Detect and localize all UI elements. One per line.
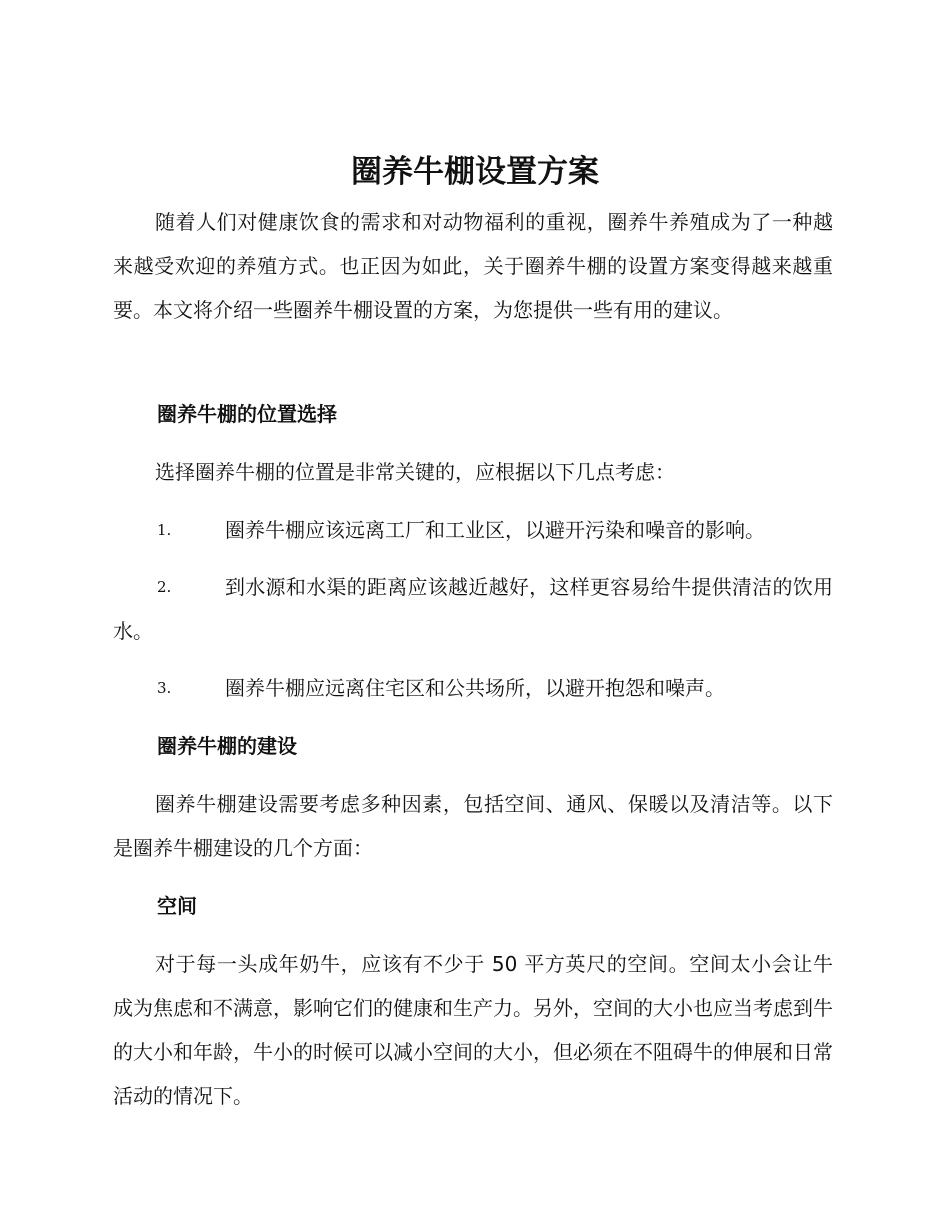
list-item-number: 3. [157,679,172,697]
list-item-text: 圈养牛棚应远离住宅区和公共场所，以避开抱怨和噪声。 [225,676,725,700]
document-title: 圈养牛棚设置方案 [351,154,599,190]
list-item-text: 圈养牛棚应该远离工厂和工业区，以避开污染和噪音的影响。 [225,518,765,542]
construction-lead-paragraph: 圈养牛棚建设需要考虑多种因素，包括空间、通风、保暖以及清洁等。以下是圈养牛棚建设的几个方面： [113,792,833,860]
list-item-number: 2. [157,578,172,596]
subsection-heading-space: 空间 [157,894,197,918]
list-item-text: 到水源和水渠的距离应该越近越好，这样更容易给牛提供清洁的饮用水。 [113,575,833,643]
list-item-number: 1. [157,521,172,539]
section-heading-location: 圈养牛棚的位置选择 [157,402,337,426]
space-paragraph: 对于每一头成年奶牛，应该有不少于 50 平方英尺的空间。空间太小会让牛成为焦虑和不满意，影响它们的健康和生产力。另外，空间的大小也应当考虑到牛的大小和年龄，牛小的时候可以减小空间的大小，但必须在不阻碍牛的伸展和日常活动的情况下。 [113,952,833,1108]
section-heading-construction: 圈养牛棚的建设 [157,734,297,758]
location-lead-paragraph: 选择圈养牛棚的位置是非常关键的，应根据以下几点考虑： [155,460,675,484]
intro-paragraph: 随着人们对健康饮食的需求和对动物福利的重视，圈养牛养殖成为了一种越来越受欢迎的养殖方式。也正因为如此，关于圈养牛棚的设置方案变得越来越重要。本文将介绍一些圈养牛棚设置的方案，为您提供一些有用的建议。 [113,210,833,322]
